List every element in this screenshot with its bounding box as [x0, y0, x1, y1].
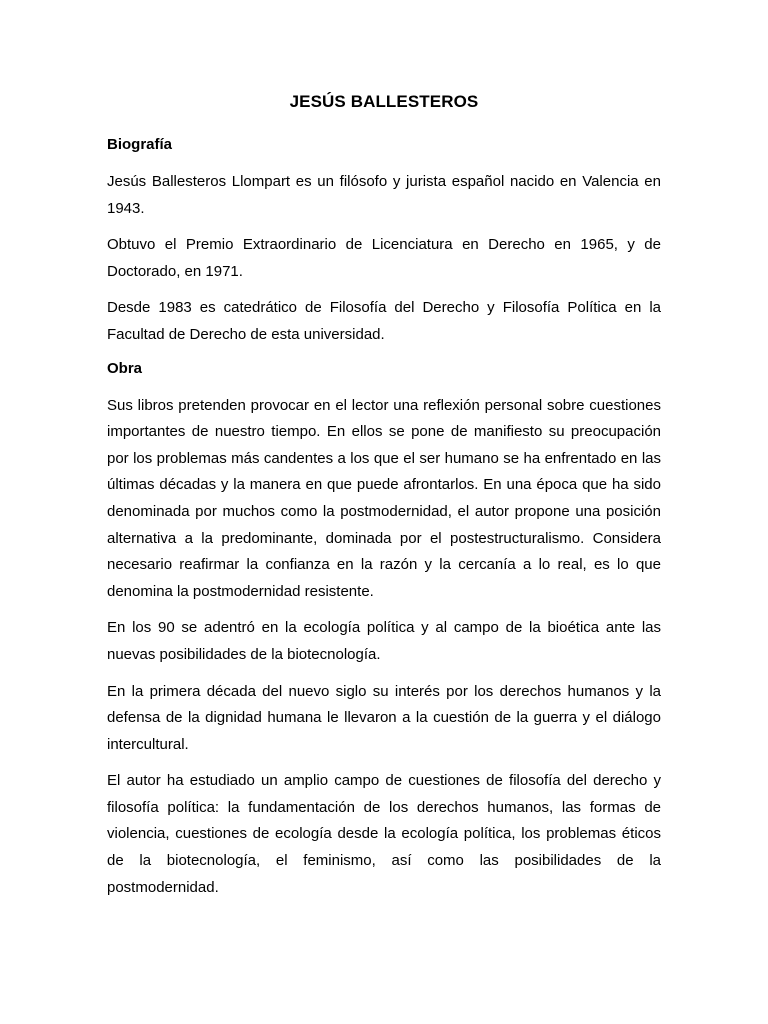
section-heading: Obra [107, 359, 143, 377]
paragraph: En la primera década del nuevo siglo su interés por los derechos humanos y la defensa de la dignidad humana le llevaron a la cuestión de la guerra y el diálogo intercultural. [107, 682, 661, 753]
paragraph: En los 90 se adentró en la ecología política y al campo de la bioética ante las nuevas posibilidades de la biotecnología. [107, 619, 661, 663]
section-obra [107, 359, 661, 902]
document-title: JESÚS BALLESTEROS [289, 92, 479, 111]
section-biografia [107, 135, 661, 349]
paragraph: El autor ha estudiado un amplio campo de cuestiones de filosofía del derecho y filosofía política: la fundamentación de los derechos humanos, las formas de violencia, cuestiones de ecología desde la ecología política, los problemas éticos de la biotecnología, el feminismo, así como las posibilidades de la postmodernidad. [107, 772, 661, 896]
paragraph: Jesús Ballesteros Llompart es un filósofo y jurista español nacido en Valencia en 1943. [107, 173, 661, 217]
paragraph: Sus libros pretenden provocar en el lector una reflexión personal sobre cuestiones importantes de nuestro tiempo. En ellos se pone de manifiesto su preocupación por los problemas más candentes a los que el ser humano se ha enfrentado en las últimas décadas y la manera en que puede afrontarlos. En una época que ha sido denominada por muchos como la postmodernidad, el autor propone una posición alternativa a la predominante, dominada por el postestructuralismo. Considera necesario reafirmar la confianza en la razón y la cercanía a lo real, es lo que denomina la postmodernidad resistente. [107, 396, 661, 600]
paragraph: Obtuvo el Premio Extraordinario de Licenciatura en Derecho en 1965, y de Doctorado, en 1971. [107, 236, 661, 280]
section-heading: Biografía [107, 136, 173, 153]
paragraph: Desde 1983 es catedrático de Filosofía del Derecho y Filosofía Política en la Facultad de Derecho de esta universidad. [107, 299, 661, 343]
document-body [107, 90, 661, 911]
